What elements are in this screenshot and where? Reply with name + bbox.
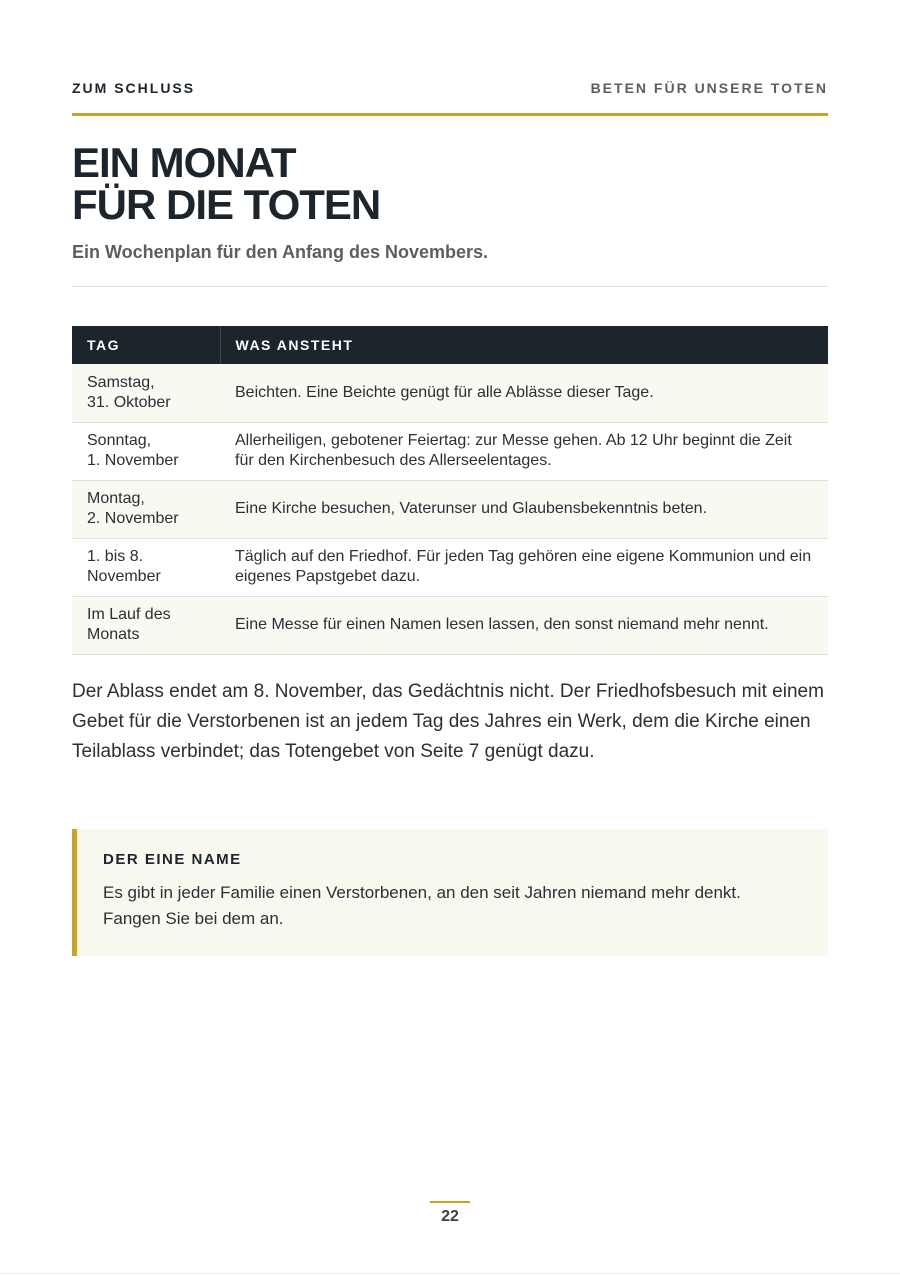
page-title xyxy=(72,139,381,228)
column-header-day: TAG xyxy=(72,326,220,364)
task-cell: Beichten. Eine Beichte genügt für alle Ablässe dieser Tage. xyxy=(220,364,828,422)
page-bottom-edge xyxy=(0,1273,900,1274)
schedule-table xyxy=(72,326,828,655)
table-header-row xyxy=(72,326,828,364)
task-cell: Eine Kirche besuchen, Vaterunser und Glaubensbekenntnis beten. xyxy=(220,480,828,538)
subtitle: Ein Wochenplan für den Anfang des Novembers. xyxy=(72,242,489,262)
day-cell: Im Lauf des Monats xyxy=(72,596,220,654)
day-cell: Samstag, 31. Oktober xyxy=(72,364,220,422)
page-number: 22 xyxy=(430,1201,470,1226)
task-cell: Eine Messe für einen Namen lesen lassen, den sonst niemand mehr nennt. xyxy=(220,596,828,654)
day-cell: 1. bis 8. November xyxy=(72,538,220,596)
body-paragraph: Der Ablass endet am 8. November, das Gedächtnis nicht. Der Friedhofsbesuch mit einem Gebet für die Verstorbenen ist an jedem Tag des Jahres ein Werk, dem die Kirche einen Teilablass verbindet; das Totengebet von Seite 7 genügt dazu. xyxy=(72,681,824,762)
running-title: BETEN FÜR UNSERE TOTEN xyxy=(590,80,828,96)
table-row xyxy=(72,480,828,538)
page-title-line-1: EIN MONAT xyxy=(72,139,296,186)
section-label: ZUM SCHLUSS xyxy=(72,80,196,96)
table-row xyxy=(72,422,828,480)
page-header xyxy=(72,78,828,116)
callout-title: DER EINE NAME xyxy=(103,851,242,868)
table-row xyxy=(72,538,828,596)
task-cell: Täglich auf den Friedhof. Für jeden Tag gehören eine eigene Kommunion und ein eigenes Papstgebet dazu. xyxy=(220,538,828,596)
page-title-line-2: FÜR DIE TOTEN xyxy=(72,181,381,228)
callout-box xyxy=(72,829,828,956)
column-header-task: WAS ANSTEHT xyxy=(220,326,828,364)
table-row xyxy=(72,364,828,422)
day-cell: Montag, 2. November xyxy=(72,480,220,538)
task-cell: Allerheiligen, gebotener Feiertag: zur Messe gehen. Ab 12 Uhr beginnt die Zeit für den Kirchenbesuch des Allerseelentages. xyxy=(220,422,828,480)
callout-text: Es gibt in jeder Familie einen Verstorbenen, an den seit Jahren niemand mehr denkt. Fangen Sie bei dem an. xyxy=(103,883,741,928)
day-cell: Sonntag, 1. November xyxy=(72,422,220,480)
divider xyxy=(72,286,828,287)
table-row xyxy=(72,596,828,654)
